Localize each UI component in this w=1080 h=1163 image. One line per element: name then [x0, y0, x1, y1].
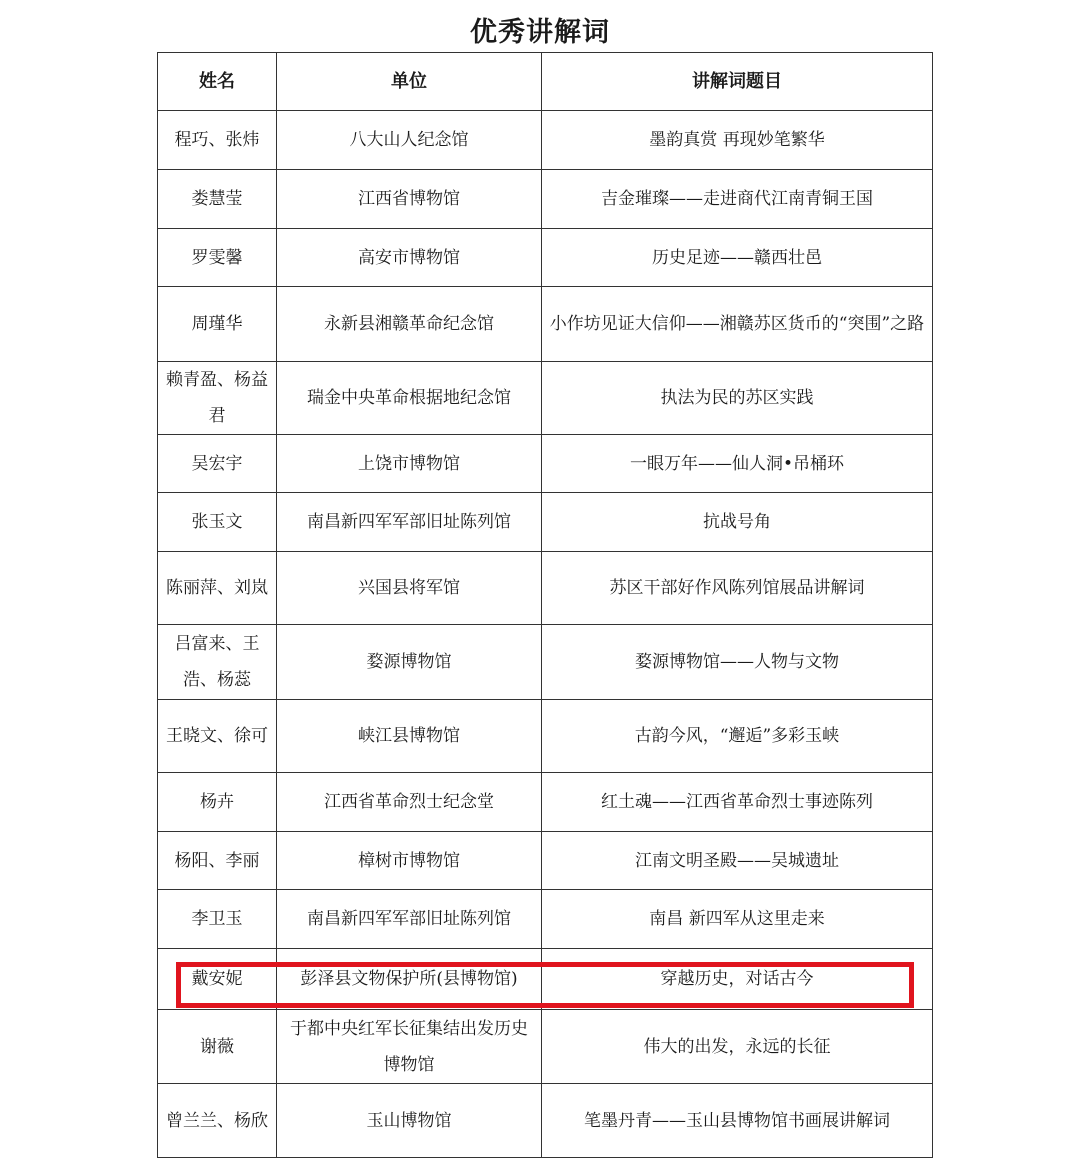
- cell-unit: 江西省博物馆: [277, 170, 542, 229]
- cell-topic: 执法为民的苏区实践: [542, 362, 933, 435]
- cell-name: 曾兰兰、杨欣: [158, 1084, 277, 1158]
- cell-name: 周瑾华: [158, 287, 277, 362]
- cell-topic: 伟大的出发，永远的长征: [542, 1010, 933, 1084]
- cell-unit: 彭泽县文物保护所(县博物馆): [277, 949, 542, 1010]
- table-row: [158, 362, 933, 435]
- cell-topic: 小作坊见证大信仰——湘赣苏区货币的“突围”之路: [542, 287, 933, 362]
- table-row: [158, 493, 933, 552]
- cell-name: 杨阳、李丽: [158, 832, 277, 890]
- cell-name: 娄慧莹: [158, 170, 277, 229]
- cell-unit: 江西省革命烈士纪念堂: [277, 773, 542, 832]
- table-row: [158, 625, 933, 700]
- cell-topic: 抗战号角: [542, 493, 933, 552]
- table-row: [158, 890, 933, 949]
- cell-name: 杨卉: [158, 773, 277, 832]
- cell-topic: 南昌 新四军从这里走来: [542, 890, 933, 949]
- cell-unit: 樟树市博物馆: [277, 832, 542, 890]
- cell-unit: 瑞金中央革命根据地纪念馆: [277, 362, 542, 435]
- table-row: [158, 170, 933, 229]
- cell-name: 吕富来、王浩、杨蕊: [158, 625, 277, 700]
- cell-name: 程巧、张炜: [158, 111, 277, 170]
- table-row: [158, 287, 933, 362]
- highlight-box: [176, 962, 914, 1008]
- table-row: [158, 435, 933, 493]
- cell-topic: 吉金璀璨——走进商代江南青铜王国: [542, 170, 933, 229]
- table-row: [158, 1010, 933, 1084]
- cell-name: 戴安妮: [158, 949, 277, 1010]
- table-row: [158, 832, 933, 890]
- table-header-row: [158, 53, 933, 111]
- cell-unit: 玉山博物馆: [277, 1084, 542, 1158]
- table-row: [158, 1084, 933, 1158]
- cell-name: 赖青盈、杨益君: [158, 362, 277, 435]
- table-row: [158, 552, 933, 625]
- table-row: [158, 700, 933, 773]
- cell-topic: 历史足迹——赣西壮邑: [542, 229, 933, 287]
- cell-topic: 古韵今风，“邂逅”多彩玉峡: [542, 700, 933, 773]
- cell-unit: 于都中央红军长征集结出发历史博物馆: [277, 1010, 542, 1084]
- page-title: 优秀讲解词: [470, 17, 610, 48]
- cell-name: 吴宏宇: [158, 435, 277, 493]
- cell-unit: 永新县湘赣革命纪念馆: [277, 287, 542, 362]
- header-name: 姓名: [158, 53, 277, 111]
- header-unit: 单位: [277, 53, 542, 111]
- cell-topic: 穿越历史，对话古今: [542, 949, 933, 1010]
- cell-name: 李卫玉: [158, 890, 277, 949]
- cell-topic: 苏区干部好作风陈列馆展品讲解词: [542, 552, 933, 625]
- cell-unit: 南昌新四军军部旧址陈列馆: [277, 493, 542, 552]
- table-row: [158, 773, 933, 832]
- cell-name: 陈丽萍、刘岚: [158, 552, 277, 625]
- cell-unit: 八大山人纪念馆: [277, 111, 542, 170]
- cell-unit: 南昌新四军军部旧址陈列馆: [277, 890, 542, 949]
- cell-topic: 笔墨丹青——玉山县博物馆书画展讲解词: [542, 1084, 933, 1158]
- cell-name: 谢薇: [158, 1010, 277, 1084]
- cell-topic: 红土魂——江西省革命烈士事迹陈列: [542, 773, 933, 832]
- cell-unit: 峡江县博物馆: [277, 700, 542, 773]
- cell-topic: 婺源博物馆——人物与文物: [542, 625, 933, 700]
- cell-name: 罗雯馨: [158, 229, 277, 287]
- cell-name: 张玉文: [158, 493, 277, 552]
- cell-unit: 高安市博物馆: [277, 229, 542, 287]
- cell-unit: 婺源博物馆: [277, 625, 542, 700]
- cell-unit: 上饶市博物馆: [277, 435, 542, 493]
- cell-name: 王晓文、徐可: [158, 700, 277, 773]
- cell-topic: 墨韵真赏 再现妙笔繁华: [542, 111, 933, 170]
- table-row: [158, 229, 933, 287]
- header-topic: 讲解词题目: [542, 53, 933, 111]
- table-row: [158, 111, 933, 170]
- cell-topic: 江南文明圣殿——吴城遗址: [542, 832, 933, 890]
- cell-topic: 一眼万年——仙人洞•吊桶环: [542, 435, 933, 493]
- cell-unit: 兴国县将军馆: [277, 552, 542, 625]
